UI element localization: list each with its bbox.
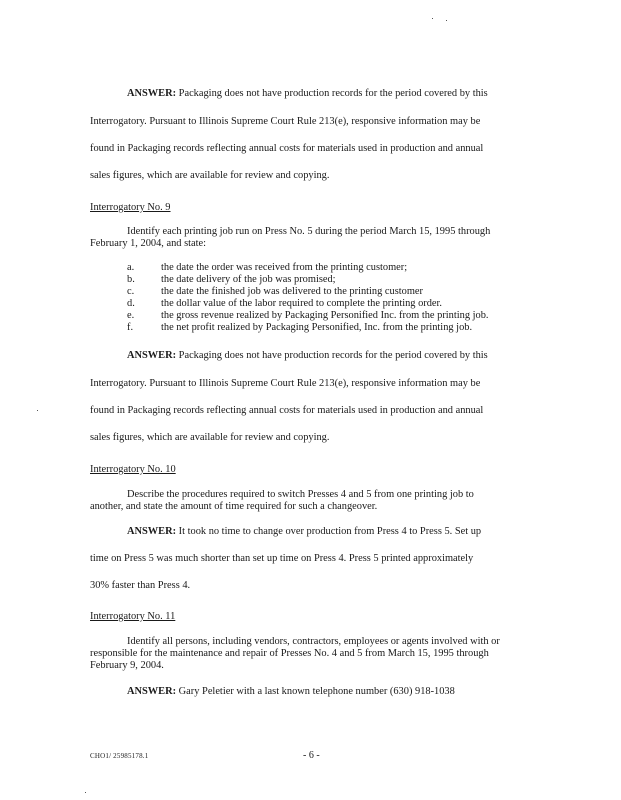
list-item-text: the date the order was received from the printing customer;: [161, 262, 408, 273]
list-item-text: the date the finished job was delivered to the printing customer: [161, 286, 424, 297]
list-item: [127, 262, 547, 274]
document-id: CHO1/ 25985178.1: [90, 752, 149, 760]
list-item-letter: d.: [127, 298, 135, 309]
scan-speck: [446, 20, 447, 21]
list-item-text: the date delivery of the job was promised;: [161, 274, 336, 285]
list-item-letter: f.: [127, 322, 134, 333]
list-item: [127, 298, 547, 310]
interrogatory-heading: Interrogatory No. 11: [90, 611, 176, 622]
interrogatory-heading: Interrogatory No. 9: [90, 202, 171, 213]
answer-paragraph-line: sales figures, which are available for review and copying.: [90, 432, 330, 443]
interrogatory-text-line: Describe the procedures required to switch Presses 4 and 5 from one printing job to: [127, 489, 474, 500]
answer-paragraph-line: Interrogatory. Pursuant to Illinois Supreme Court Rule 213(e), responsive information may be: [90, 116, 481, 127]
answer-text: Gary Peletier with a last known telephone number (630) 918-1038: [176, 686, 455, 697]
interrogatory-text-line: February 9, 2004.: [90, 660, 164, 671]
answer-paragraph-line: found in Packaging records reflecting annual costs for materials used in production and annual: [90, 143, 484, 154]
answer-text: Packaging does not have production records for the period covered by this: [176, 350, 488, 361]
list-item-text: the dollar value of the labor required to complete the printing order.: [161, 298, 443, 309]
answer-text: It took no time to change over production from Press 4 to Press 5. Set up: [176, 526, 482, 537]
answer-label: ANSWER:: [127, 686, 177, 697]
list-item: [127, 274, 547, 286]
scan-speck: [85, 792, 86, 793]
page-number: - 6 -: [303, 750, 320, 761]
scan-speck: [432, 18, 433, 19]
answer-paragraph-line: 30% faster than Press 4.: [90, 580, 191, 591]
answer-paragraph-line: time on Press 5 was much shorter than set up time on Press 4. Press 5 printed approximately: [90, 553, 474, 564]
interrogatory-text-line: another, and state the amount of time required for such a changeover.: [90, 501, 378, 512]
list-item-letter: e.: [127, 310, 135, 321]
answer-text: Packaging does not have production records for the period covered by this: [176, 88, 488, 99]
list-item: [127, 286, 547, 298]
answer-paragraph-line: [127, 350, 567, 362]
answer-paragraph-line: Interrogatory. Pursuant to Illinois Supreme Court Rule 213(e), responsive information may be: [90, 378, 481, 389]
interrogatory-text-line: February 1, 2004, and state:: [90, 238, 207, 249]
answer-paragraph-line: [127, 526, 567, 538]
list-item-letter: b.: [127, 274, 135, 285]
list-item-letter: a.: [127, 262, 135, 273]
answer-label: ANSWER:: [127, 526, 177, 537]
answer-paragraph-line: [127, 88, 567, 100]
answer-label: ANSWER:: [127, 350, 177, 361]
answer-label: ANSWER:: [127, 88, 177, 99]
answer-paragraph-line: sales figures, which are available for review and copying.: [90, 170, 330, 181]
list-item: [127, 310, 547, 322]
list-item-letter: c.: [127, 286, 135, 297]
list-item-text: the gross revenue realized by Packaging Personified Inc. from the printing job.: [161, 310, 489, 321]
list-item-text: the net profit realized by Packaging Personified, Inc. from the printing job.: [161, 322, 473, 333]
interrogatory-text-line: responsible for the maintenance and repair of Presses No. 4 and 5 from March 15, 1995 through: [90, 648, 489, 659]
interrogatory-heading: Interrogatory No. 10: [90, 464, 176, 475]
list-item: [127, 322, 547, 334]
answer-paragraph-line: found in Packaging records reflecting annual costs for materials used in production and annual: [90, 405, 484, 416]
interrogatory-text-line: Identify each printing job run on Press No. 5 during the period March 15, 1995 through: [127, 226, 491, 237]
scan-speck: [37, 410, 38, 411]
answer-paragraph-line: [127, 686, 567, 698]
interrogatory-text-line: Identify all persons, including vendors, contractors, employees or agents involved with or: [127, 636, 500, 647]
